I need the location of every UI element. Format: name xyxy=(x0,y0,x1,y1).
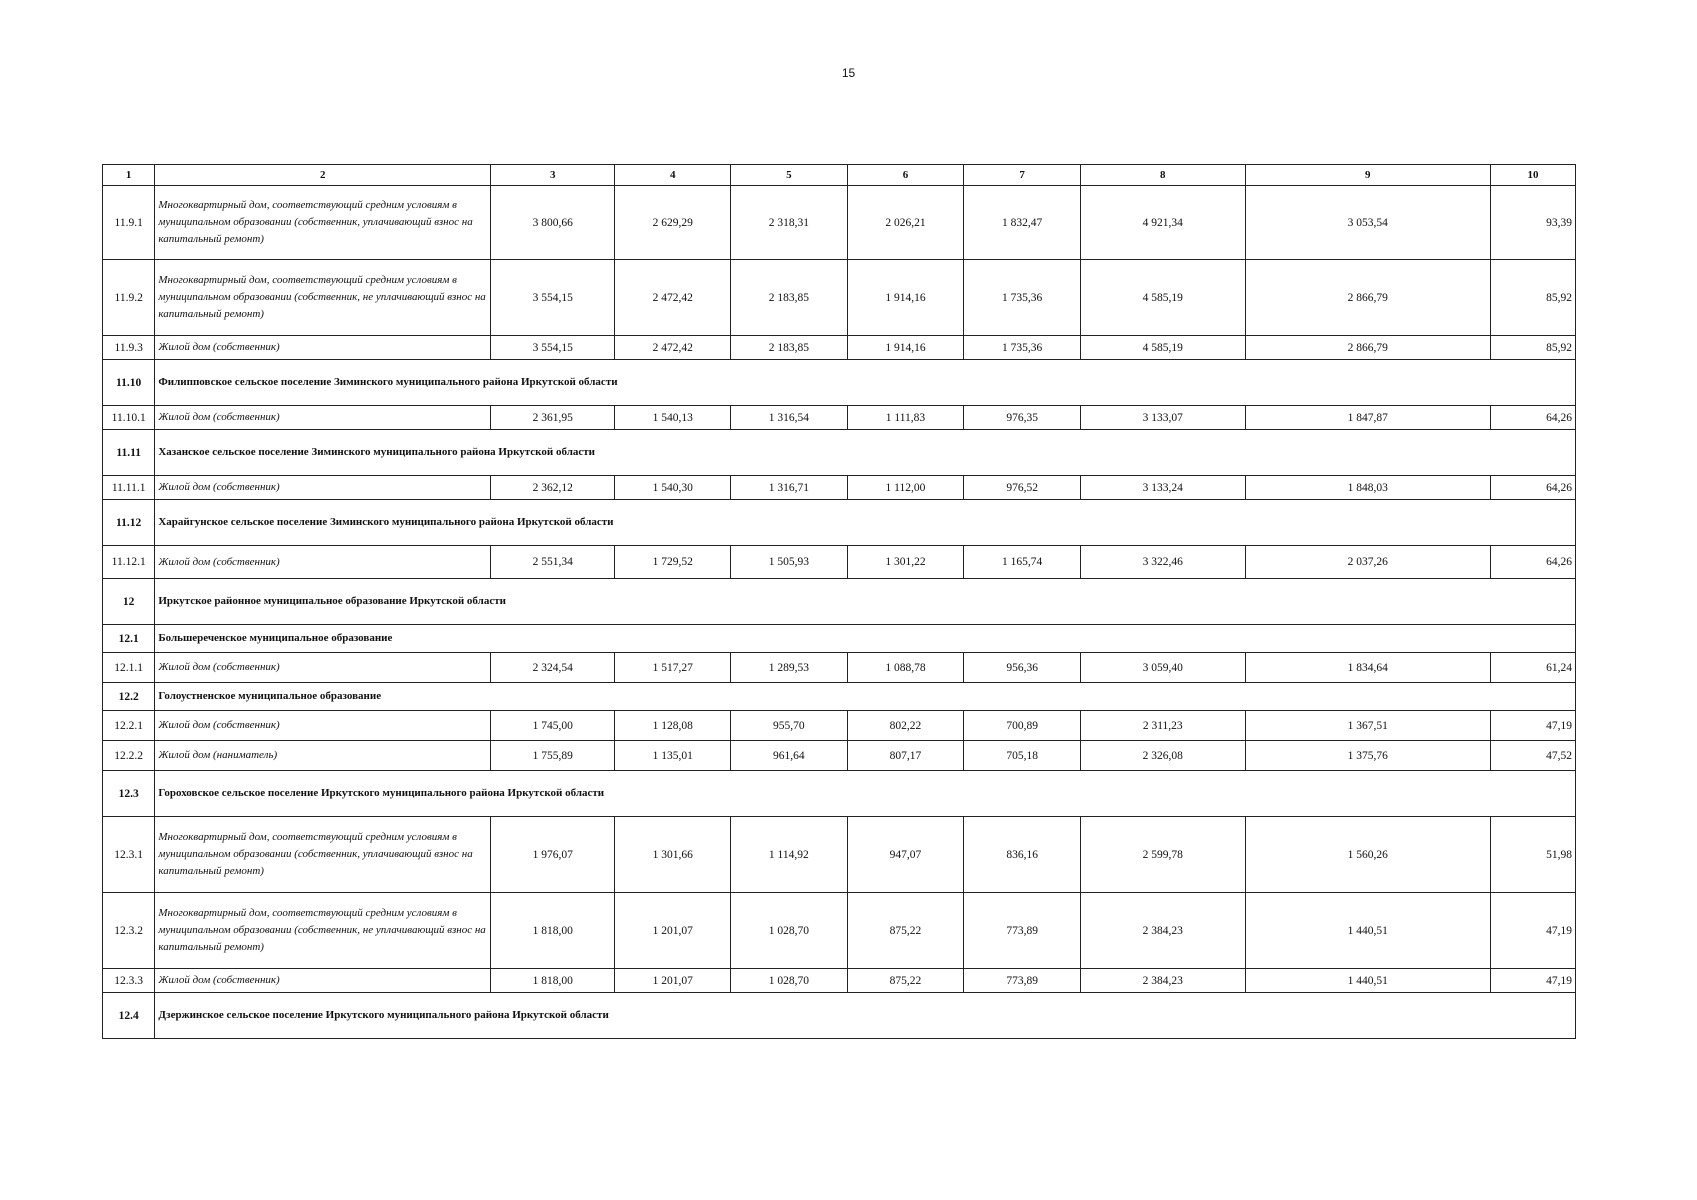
value-cell-col9: 1 834,64 xyxy=(1245,653,1490,683)
value-cell-col3: 2 362,12 xyxy=(491,476,615,500)
row-description: Многоквартирный дом, соответствующий средним условиям в муниципальном образовании (собственник, не уплачивающий взнос на капитальный ремонт) xyxy=(155,893,491,969)
section-row xyxy=(103,683,1576,711)
column-header: 6 xyxy=(847,165,964,186)
row-code: 11.10 xyxy=(103,360,155,406)
column-header: 2 xyxy=(155,165,491,186)
value-cell-col9: 1 847,87 xyxy=(1245,406,1490,430)
value-cell-col8: 2 384,23 xyxy=(1080,893,1245,969)
section-row xyxy=(103,771,1576,817)
value-cell-col8: 4 585,19 xyxy=(1080,260,1245,336)
value-cell-col3: 1 976,07 xyxy=(491,817,615,893)
row-code: 11.9.1 xyxy=(103,186,155,260)
value-cell-col10: 93,39 xyxy=(1490,186,1575,260)
row-code: 11.9.3 xyxy=(103,336,155,360)
value-cell-col10: 64,26 xyxy=(1490,546,1575,579)
value-cell-col5: 1 114,92 xyxy=(730,817,847,893)
value-cell-col9: 2 866,79 xyxy=(1245,260,1490,336)
value-cell-col3: 2 551,34 xyxy=(491,546,615,579)
value-cell-col8: 4 585,19 xyxy=(1080,336,1245,360)
value-cell-col6: 1 914,16 xyxy=(847,336,964,360)
value-cell-col7: 836,16 xyxy=(964,817,1081,893)
table-row xyxy=(103,653,1576,683)
row-description: Жилой дом (собственник) xyxy=(155,406,491,430)
row-code: 11.12 xyxy=(103,500,155,546)
column-header: 10 xyxy=(1490,165,1575,186)
table-row xyxy=(103,741,1576,771)
value-cell-col4: 1 135,01 xyxy=(615,741,731,771)
row-code: 12.3.3 xyxy=(103,969,155,993)
value-cell-col9: 1 440,51 xyxy=(1245,893,1490,969)
value-cell-col6: 1 301,22 xyxy=(847,546,964,579)
value-cell-col4: 1 729,52 xyxy=(615,546,731,579)
value-cell-col4: 1 201,07 xyxy=(615,969,731,993)
value-cell-col7: 956,36 xyxy=(964,653,1081,683)
table-body xyxy=(103,186,1576,1039)
column-header: 4 xyxy=(615,165,731,186)
value-cell-col3: 1 755,89 xyxy=(491,741,615,771)
row-code: 11.11.1 xyxy=(103,476,155,500)
value-cell-col6: 947,07 xyxy=(847,817,964,893)
section-title: Иркутское районное муниципальное образование Иркутской области xyxy=(155,579,1576,625)
value-cell-col7: 1 832,47 xyxy=(964,186,1081,260)
value-cell-col6: 875,22 xyxy=(847,893,964,969)
table-row xyxy=(103,336,1576,360)
value-cell-col3: 1 818,00 xyxy=(491,893,615,969)
value-cell-col5: 2 183,85 xyxy=(730,336,847,360)
row-code: 11.10.1 xyxy=(103,406,155,430)
section-title: Филипповское сельское поселение Зиминского муниципального района Иркутской области xyxy=(155,360,1576,406)
row-description: Жилой дом (собственник) xyxy=(155,476,491,500)
row-code: 11.12.1 xyxy=(103,546,155,579)
row-code: 12.4 xyxy=(103,993,155,1039)
row-code: 12.2 xyxy=(103,683,155,711)
value-cell-col4: 1 201,07 xyxy=(615,893,731,969)
value-cell-col8: 3 133,07 xyxy=(1080,406,1245,430)
column-header: 9 xyxy=(1245,165,1490,186)
row-code: 12.3.1 xyxy=(103,817,155,893)
value-cell-col9: 2 037,26 xyxy=(1245,546,1490,579)
column-number-row xyxy=(103,165,1576,186)
section-row xyxy=(103,993,1576,1039)
row-code: 12.2.2 xyxy=(103,741,155,771)
row-code: 12 xyxy=(103,579,155,625)
value-cell-col6: 1 088,78 xyxy=(847,653,964,683)
value-cell-col8: 4 921,34 xyxy=(1080,186,1245,260)
value-cell-col7: 705,18 xyxy=(964,741,1081,771)
section-row xyxy=(103,500,1576,546)
row-code: 12.2.1 xyxy=(103,711,155,741)
value-cell-col4: 1 517,27 xyxy=(615,653,731,683)
section-title: Голоустненское муниципальное образование xyxy=(155,683,1576,711)
column-header: 7 xyxy=(964,165,1081,186)
row-description: Жилой дом (собственник) xyxy=(155,546,491,579)
section-title: Хазанское сельское поселение Зиминского муниципального района Иркутской области xyxy=(155,430,1576,476)
row-description: Многоквартирный дом, соответствующий средним условиям в муниципальном образовании (собственник, уплачивающий взнос на капитальный ремонт) xyxy=(155,817,491,893)
value-cell-col10: 85,92 xyxy=(1490,260,1575,336)
value-cell-col10: 64,26 xyxy=(1490,476,1575,500)
value-cell-col9: 1 375,76 xyxy=(1245,741,1490,771)
value-cell-col7: 1 735,36 xyxy=(964,260,1081,336)
value-cell-col4: 1 128,08 xyxy=(615,711,731,741)
row-description: Жилой дом (собственник) xyxy=(155,969,491,993)
row-description: Жилой дом (собственник) xyxy=(155,653,491,683)
value-cell-col6: 875,22 xyxy=(847,969,964,993)
table-row xyxy=(103,893,1576,969)
value-cell-col7: 773,89 xyxy=(964,893,1081,969)
value-cell-col7: 976,52 xyxy=(964,476,1081,500)
value-cell-col3: 3 800,66 xyxy=(491,186,615,260)
value-cell-col10: 51,98 xyxy=(1490,817,1575,893)
value-cell-col5: 1 289,53 xyxy=(730,653,847,683)
value-cell-col5: 1 028,70 xyxy=(730,969,847,993)
value-cell-col5: 1 316,71 xyxy=(730,476,847,500)
section-title: Гороховское сельское поселение Иркутского муниципального района Иркутской области xyxy=(155,771,1576,817)
value-cell-col5: 2 183,85 xyxy=(730,260,847,336)
value-cell-col8: 2 326,08 xyxy=(1080,741,1245,771)
row-description: Жилой дом (собственник) xyxy=(155,711,491,741)
value-cell-col7: 976,35 xyxy=(964,406,1081,430)
value-cell-col9: 1 560,26 xyxy=(1245,817,1490,893)
table-row xyxy=(103,406,1576,430)
value-cell-col8: 2 311,23 xyxy=(1080,711,1245,741)
section-title: Дзержинское сельское поселение Иркутского муниципального района Иркутской области xyxy=(155,993,1576,1039)
value-cell-col7: 700,89 xyxy=(964,711,1081,741)
value-cell-col9: 1 440,51 xyxy=(1245,969,1490,993)
value-cell-col4: 2 472,42 xyxy=(615,336,731,360)
row-description: Жилой дом (наниматель) xyxy=(155,741,491,771)
value-cell-col5: 1 505,93 xyxy=(730,546,847,579)
tariff-table xyxy=(102,164,1576,1039)
row-code: 12.3 xyxy=(103,771,155,817)
value-cell-col8: 3 322,46 xyxy=(1080,546,1245,579)
value-cell-col3: 2 324,54 xyxy=(491,653,615,683)
value-cell-col6: 807,17 xyxy=(847,741,964,771)
value-cell-col5: 1 316,54 xyxy=(730,406,847,430)
section-row xyxy=(103,430,1576,476)
value-cell-col4: 1 540,13 xyxy=(615,406,731,430)
value-cell-col5: 955,70 xyxy=(730,711,847,741)
value-cell-col3: 2 361,95 xyxy=(491,406,615,430)
row-code: 11.11 xyxy=(103,430,155,476)
value-cell-col8: 2 599,78 xyxy=(1080,817,1245,893)
value-cell-col3: 1 818,00 xyxy=(491,969,615,993)
column-header: 8 xyxy=(1080,165,1245,186)
value-cell-col10: 64,26 xyxy=(1490,406,1575,430)
column-header: 3 xyxy=(491,165,615,186)
column-header: 5 xyxy=(730,165,847,186)
value-cell-col4: 1 301,66 xyxy=(615,817,731,893)
table-row xyxy=(103,260,1576,336)
value-cell-col4: 1 540,30 xyxy=(615,476,731,500)
section-row xyxy=(103,360,1576,406)
table-row xyxy=(103,969,1576,993)
value-cell-col3: 3 554,15 xyxy=(491,260,615,336)
row-code: 12.3.2 xyxy=(103,893,155,969)
value-cell-col10: 85,92 xyxy=(1490,336,1575,360)
value-cell-col9: 2 866,79 xyxy=(1245,336,1490,360)
table-row xyxy=(103,476,1576,500)
value-cell-col7: 1 165,74 xyxy=(964,546,1081,579)
value-cell-col8: 2 384,23 xyxy=(1080,969,1245,993)
section-title: Большереченское муниципальное образование xyxy=(155,625,1576,653)
value-cell-col3: 3 554,15 xyxy=(491,336,615,360)
value-cell-col9: 3 053,54 xyxy=(1245,186,1490,260)
value-cell-col3: 1 745,00 xyxy=(491,711,615,741)
row-description: Многоквартирный дом, соответствующий средним условиям в муниципальном образовании (собственник, не уплачивающий взнос на капитальный ремонт) xyxy=(155,260,491,336)
value-cell-col10: 47,19 xyxy=(1490,893,1575,969)
value-cell-col4: 2 472,42 xyxy=(615,260,731,336)
row-code: 12.1.1 xyxy=(103,653,155,683)
table-row xyxy=(103,546,1576,579)
value-cell-col10: 47,19 xyxy=(1490,969,1575,993)
table-row xyxy=(103,186,1576,260)
value-cell-col5: 2 318,31 xyxy=(730,186,847,260)
value-cell-col9: 1 367,51 xyxy=(1245,711,1490,741)
value-cell-col6: 1 112,00 xyxy=(847,476,964,500)
value-cell-col8: 3 059,40 xyxy=(1080,653,1245,683)
row-description: Многоквартирный дом, соответствующий средним условиям в муниципальном образовании (собственник, уплачивающий взнос на капитальный ремонт) xyxy=(155,186,491,260)
value-cell-col5: 961,64 xyxy=(730,741,847,771)
value-cell-col7: 773,89 xyxy=(964,969,1081,993)
value-cell-col5: 1 028,70 xyxy=(730,893,847,969)
value-cell-col10: 61,24 xyxy=(1490,653,1575,683)
value-cell-col8: 3 133,24 xyxy=(1080,476,1245,500)
value-cell-col6: 1 914,16 xyxy=(847,260,964,336)
row-code: 11.9.2 xyxy=(103,260,155,336)
value-cell-col4: 2 629,29 xyxy=(615,186,731,260)
column-header: 1 xyxy=(103,165,155,186)
value-cell-col6: 1 111,83 xyxy=(847,406,964,430)
section-title: Харайгунское сельское поселение Зиминского муниципального района Иркутской области xyxy=(155,500,1576,546)
section-row xyxy=(103,625,1576,653)
section-row xyxy=(103,579,1576,625)
value-cell-col10: 47,19 xyxy=(1490,711,1575,741)
value-cell-col6: 2 026,21 xyxy=(847,186,964,260)
table-row xyxy=(103,711,1576,741)
value-cell-col9: 1 848,03 xyxy=(1245,476,1490,500)
table-row xyxy=(103,817,1576,893)
value-cell-col10: 47,52 xyxy=(1490,741,1575,771)
row-code: 12.1 xyxy=(103,625,155,653)
value-cell-col6: 802,22 xyxy=(847,711,964,741)
page-number: 15 xyxy=(841,66,856,80)
value-cell-col7: 1 735,36 xyxy=(964,336,1081,360)
row-description: Жилой дом (собственник) xyxy=(155,336,491,360)
